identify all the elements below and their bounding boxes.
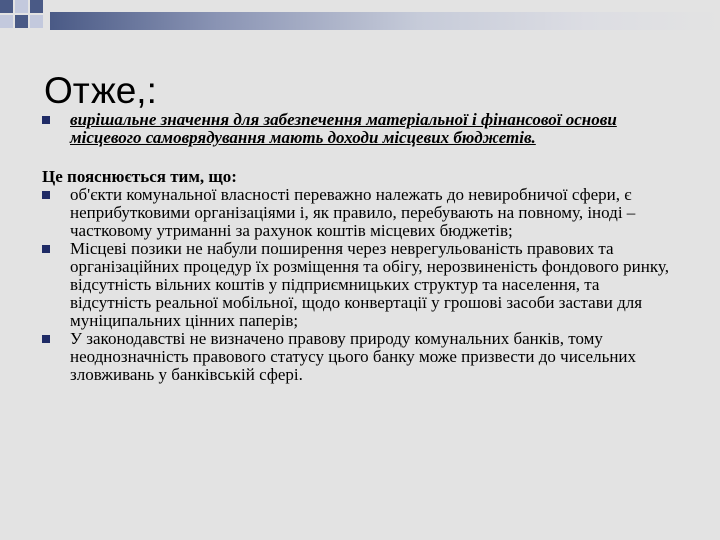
header-bar	[50, 12, 720, 30]
lead-point-text: вирішальне значення для забезпечення матеріальної і фінансової основи місцевого самоврядування мають доходи місцевих бюджетів.	[70, 110, 617, 147]
square-bullet-icon	[42, 191, 50, 199]
list-item-text: об'єкти комунальної власності переважно належать до невиробничої сфери, є неприбутковими організаціями і, як правило, перебувають на повному, іноді – частковому утриманні за рахунок коштів місцевих бюджетів;	[70, 185, 636, 240]
subheading: Це пояснюється тим, що:	[42, 167, 237, 186]
list-item	[42, 240, 678, 330]
slide-title: Отже,:	[44, 69, 157, 111]
square-bullet-icon	[42, 335, 50, 343]
list-item-text: Місцеві позики не набули поширення через неврегульованість правових та організаційних процедур їх розміщення та обігу, нерозвиненість фондового ринку, відсутність вільних коштів у підприємницьких структур та населення, та відсутність реальної мобільної, щодо конвертації у грошові засоби застави для муніципальних цінних паперів;	[70, 239, 669, 330]
list-item-text: У законодавстві не визначено правову природу комунальних банків, тому неоднозначність правового статусу цього банку може призвести до чисельних зловживань у банківській сфері.	[70, 329, 637, 384]
slide-content	[42, 111, 678, 384]
list-item	[42, 330, 678, 384]
lead-point	[42, 111, 678, 147]
square-bullet-icon	[42, 245, 50, 253]
list-item	[42, 186, 678, 240]
square-bullet-icon	[42, 116, 50, 124]
